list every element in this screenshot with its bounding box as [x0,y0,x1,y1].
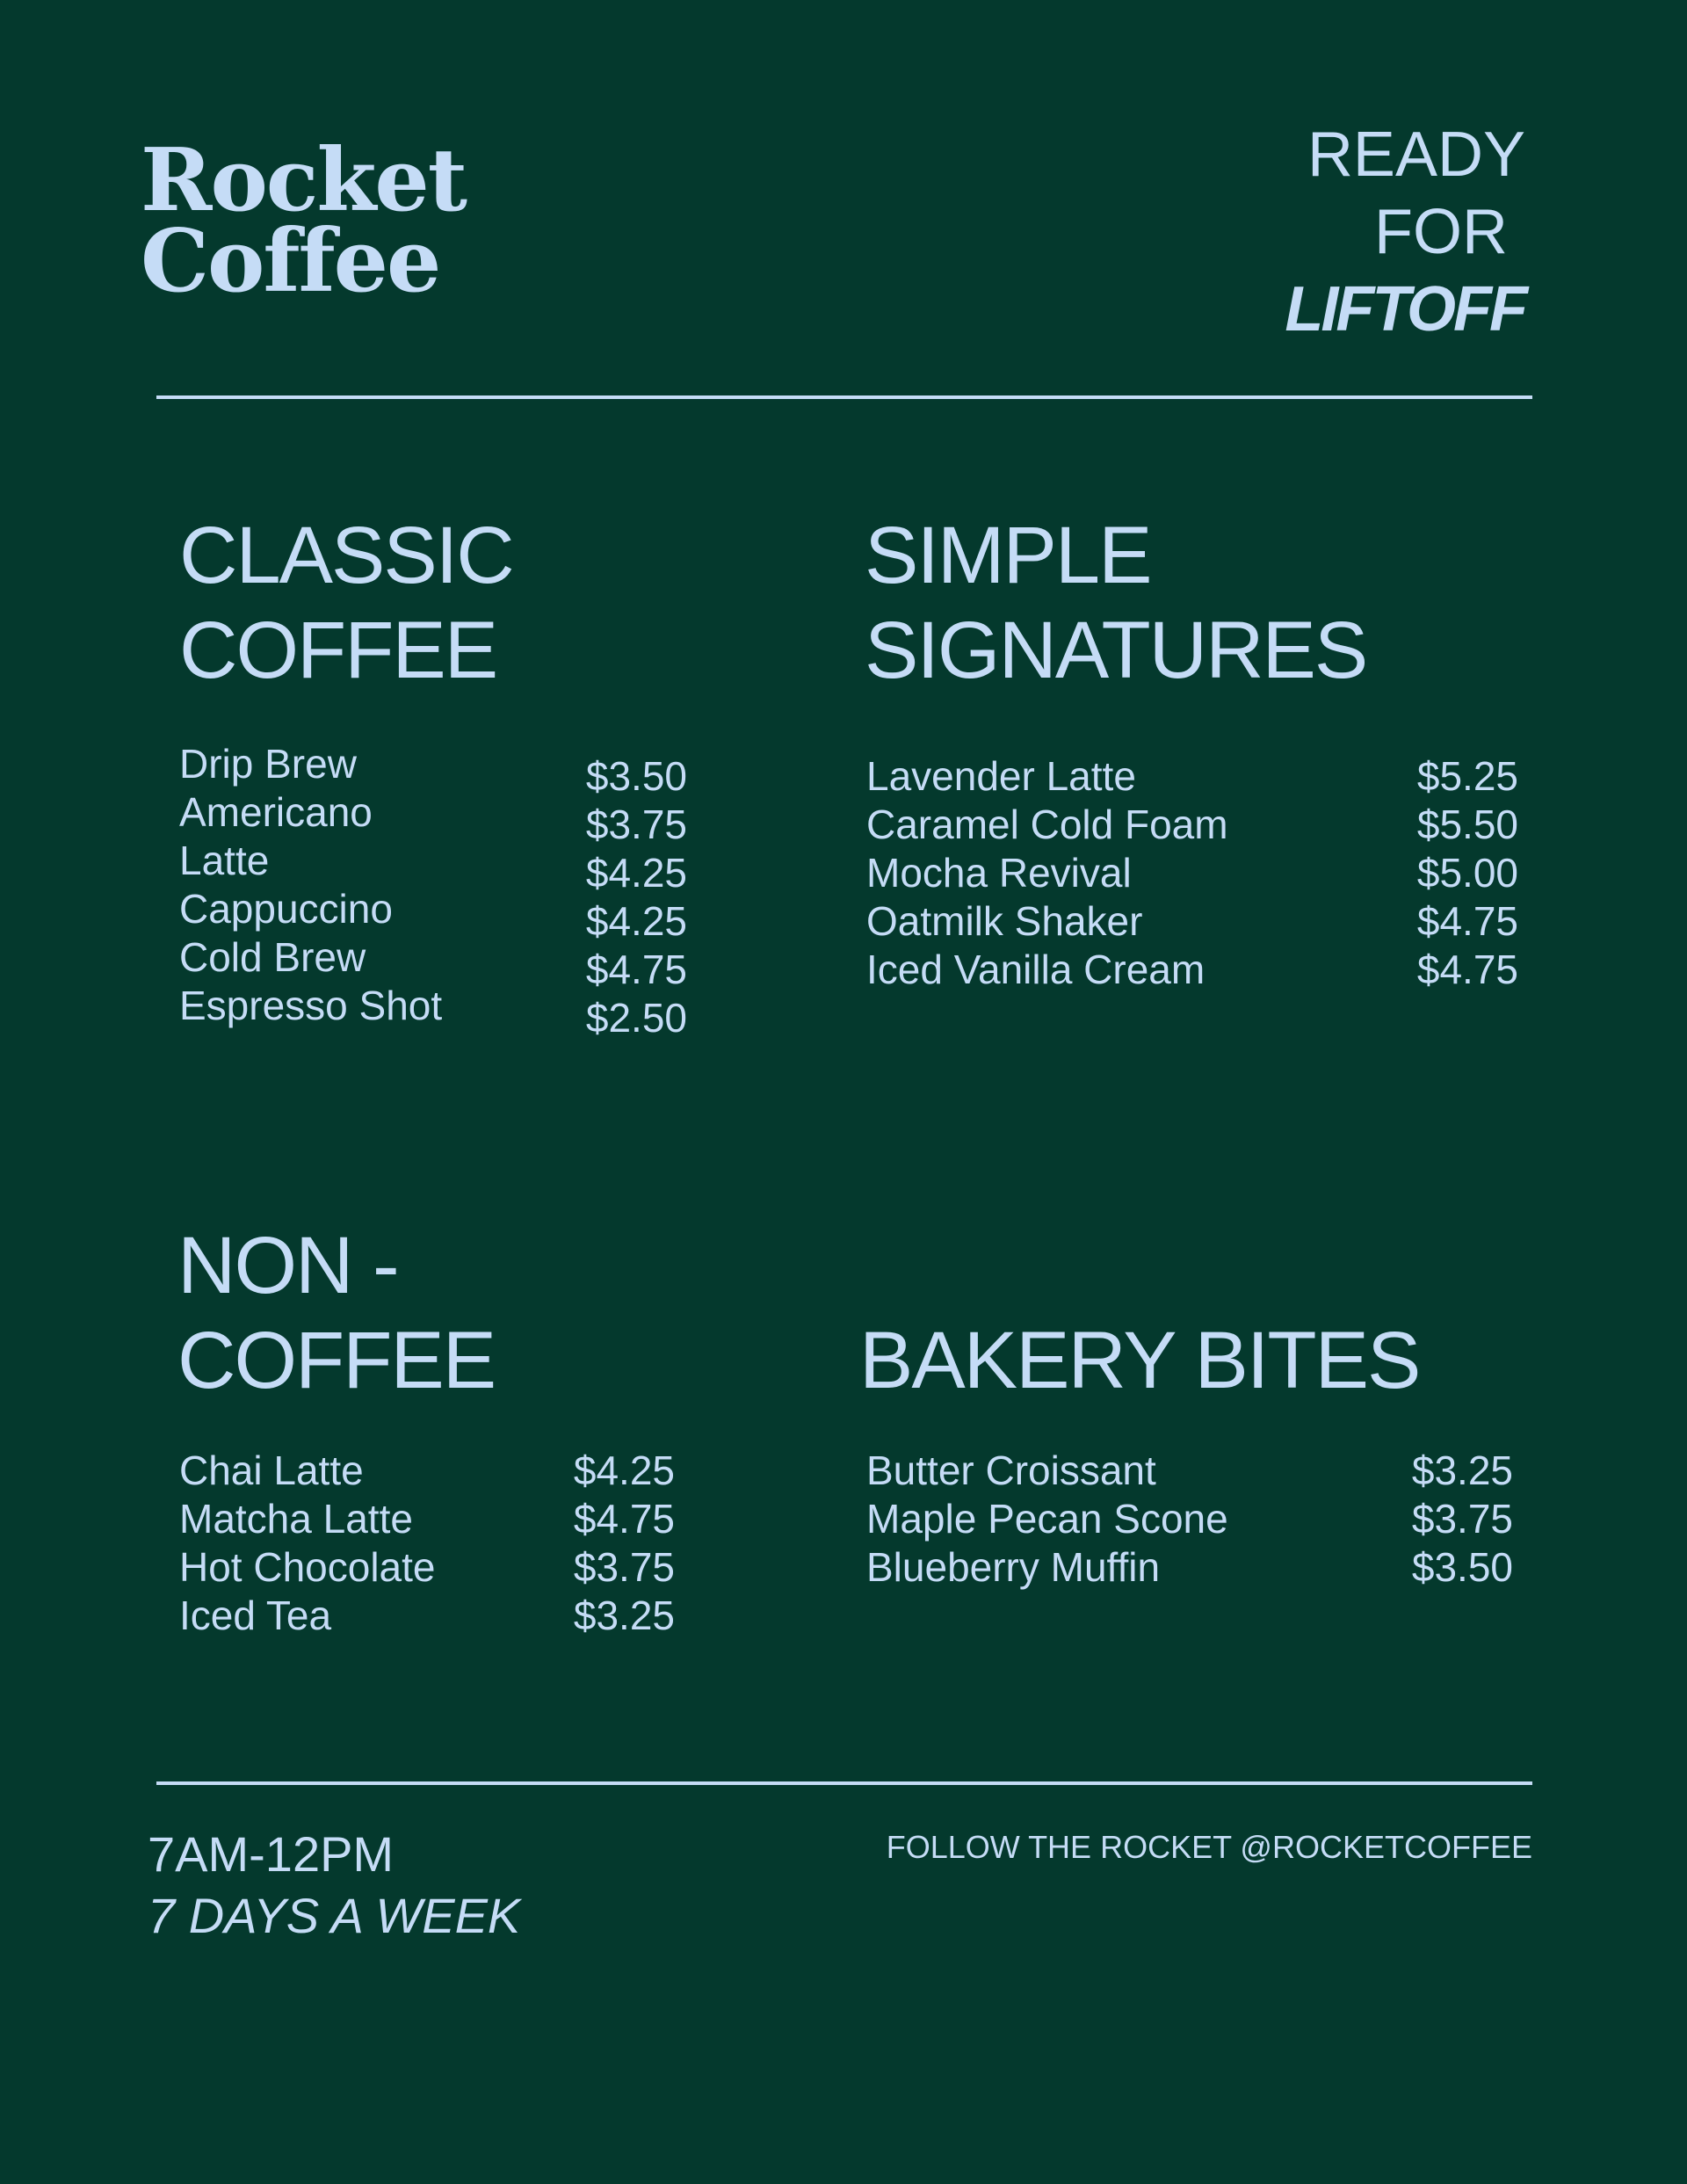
menu-item-name: Latte [179,838,270,883]
section-title-bakery-bites [859,1313,1419,1408]
menu-item-name: Maple Pecan Scone [866,1496,1228,1542]
menu-item-name: Americano [179,789,373,835]
menu-item-price: $4.25 [585,898,687,944]
menu-item-name: Hot Chocolate [179,1544,436,1590]
section-title-line: SIGNATURES [865,606,1367,695]
menu-item [179,837,687,896]
menu-item [179,740,687,799]
menu-item [179,788,687,847]
menu-item-price: $4.75 [585,947,687,992]
menu-item-name: Iced Tea [179,1593,332,1638]
menu-list-simple-signatures [866,752,1518,994]
menu-item-name: Cold Brew [179,934,366,980]
menu-item [179,1495,675,1543]
section-title-line: NON - [177,1221,398,1310]
menu-item [866,946,1518,994]
section-title-line: SIMPLE [865,511,1151,600]
menu-item-name: Lavender Latte [866,753,1136,799]
brand-line-1: Rocket [141,130,466,231]
menu-item [179,1447,675,1495]
menu-item [866,1447,1513,1495]
menu-item [866,1543,1513,1592]
bottom-divider [156,1781,1532,1785]
hours-text: 7AM-12PM [148,1826,395,1882]
section-title-line: CLASSIC [179,511,513,600]
menu-item-price: $5.25 [1416,753,1518,799]
menu-item-price: $3.75 [585,802,687,847]
menu-item-price: $4.75 [573,1496,675,1542]
menu-item [866,752,1518,801]
menu-list-bakery-bites [866,1447,1513,1592]
menu-item-price: $3.75 [1411,1496,1513,1542]
menu-item-name: Cappuccino [179,886,393,932]
menu-item-price: $4.75 [1416,898,1518,944]
menu-item-price: $3.25 [573,1593,675,1638]
menu-item-price: $5.50 [1416,802,1518,847]
menu-item [866,897,1518,946]
menu-item [179,933,687,992]
menu-item [866,849,1518,897]
tagline-line-3: LIFTOFF [1285,274,1525,345]
menu-list-non-coffee [179,1447,675,1640]
menu-item-price: $5.00 [1416,850,1518,896]
menu-item-name: Matcha Latte [179,1496,413,1542]
menu-item-price: $4.75 [1416,947,1518,992]
section-title-classic-coffee [179,508,513,698]
menu-item-price: $4.25 [585,850,687,896]
menu-item [866,801,1518,849]
section-title-simple-signatures [865,508,1366,698]
section-title-line: BAKERY BITES [859,1316,1420,1405]
tagline-line-1: READY [1307,120,1525,190]
menu-list-classic-coffee [179,740,687,1041]
menu-item-price: $3.25 [1411,1448,1513,1493]
tagline-line-2: FOR [1374,197,1508,267]
days-text: 7 DAYS A WEEK [148,1888,521,1943]
section-title-non-coffee [177,1218,495,1408]
section-title-line: COFFEE [179,606,497,695]
menu-item-name: Espresso Shot [179,983,443,1028]
menu-item-price: $4.25 [573,1448,675,1493]
menu-item-price: $3.75 [573,1544,675,1590]
menu-item-name: Butter Croissant [866,1448,1156,1493]
menu-item-name: Iced Vanilla Cream [866,947,1206,992]
tagline [1285,116,1525,348]
top-divider [156,395,1532,399]
opening-hours [148,1824,520,1947]
section-title-line: COFFEE [177,1316,496,1405]
menu-item [179,885,687,944]
menu-item-name: Chai Latte [179,1448,364,1493]
menu-item-name: Drip Brew [179,741,357,787]
social-handle: FOLLOW THE ROCKET @ROCKETCOFFEE [886,1829,1532,1865]
menu-item-price: $3.50 [585,753,687,799]
menu-item [179,1543,675,1592]
menu-item-name: Caramel Cold Foam [866,802,1228,847]
menu-item-name: Oatmilk Shaker [866,898,1143,944]
menu-item [866,1495,1513,1543]
menu-item-price: $2.50 [585,995,687,1041]
brand-line-2: Coffee [141,211,440,312]
menu-item [179,982,687,1041]
menu-item-price: $3.50 [1411,1544,1513,1590]
menu-item-name: Blueberry Muffin [866,1544,1161,1590]
menu-item [179,1592,675,1640]
brand-logo [141,130,466,312]
menu-item-name: Mocha Revival [866,850,1132,896]
